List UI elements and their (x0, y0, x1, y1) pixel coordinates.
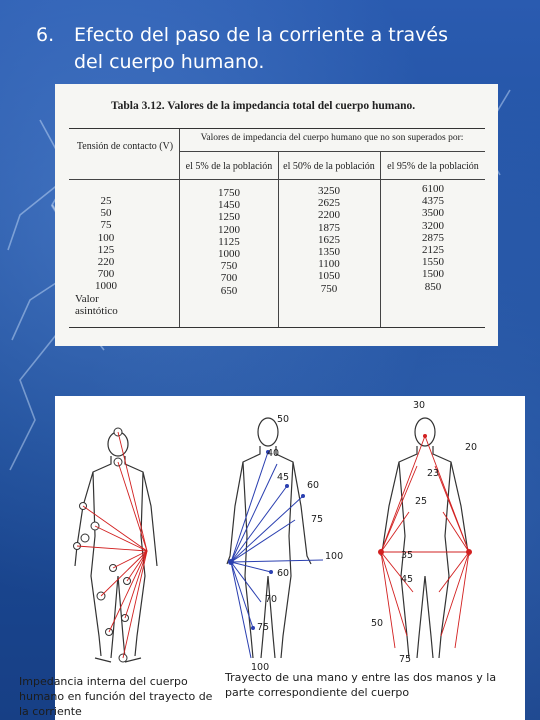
mid-label: 75 (257, 622, 270, 633)
header-voltage: Tensión de contacto (V) (76, 141, 174, 152)
p50-cell: 2625 (318, 197, 340, 210)
mid-label: 60 (307, 480, 320, 491)
voltage-cell: 125 (97, 243, 115, 256)
p95-cell: 3200 (422, 219, 444, 232)
p5-column (199, 187, 259, 297)
p95-cell: 2875 (422, 231, 444, 244)
impedance-table-card (55, 84, 498, 346)
mid-label: 75 (311, 514, 324, 525)
title-line-1: Efecto del paso de la corriente a través (74, 24, 448, 46)
p50-cell: 750 (320, 282, 338, 295)
right-red-paths (381, 436, 469, 648)
voltage-cell: 25 (100, 195, 112, 207)
mid-label: 60 (277, 568, 290, 579)
mid-label: 100 (325, 551, 344, 562)
right-body-figure (381, 418, 469, 658)
subheader-p95: el 95% de la población (387, 161, 479, 172)
right-label: 50 (371, 618, 384, 629)
caption-left: Impedancia interna del cuerpo humano en función del trayecto de la corriente (19, 675, 213, 718)
right-label: 45 (401, 574, 414, 585)
mid-label: 50 (277, 414, 290, 425)
p95-cell: 1550 (422, 256, 444, 269)
voltage-cell: 50 (100, 207, 112, 220)
p50-cell: 2200 (318, 209, 340, 222)
voltage-column (71, 195, 141, 317)
subheader-p5: el 5% de la población (185, 161, 273, 172)
voltage-cell: 100 (97, 231, 115, 244)
p5-cell: 1250 (218, 211, 240, 224)
subheader-p50: el 50% de la población (283, 161, 375, 172)
slide-title (36, 22, 506, 76)
right-label: 23 (427, 468, 440, 479)
p50-cell: 1625 (318, 233, 340, 246)
p50-column (299, 185, 359, 295)
p5-cell: 1125 (218, 235, 240, 248)
p95-cell: 6100 (422, 183, 444, 195)
voltage-cell: 220 (97, 255, 115, 268)
p50-cell: 1100 (318, 258, 340, 271)
right-label: 25 (415, 496, 428, 507)
p95-cell: 850 (424, 280, 442, 293)
p95-cell: 1500 (422, 268, 444, 281)
body-diagrams-card (19, 396, 525, 720)
voltage-cell: 700 (97, 268, 115, 281)
p50-cell: 1050 (318, 270, 340, 283)
left-red-paths (77, 432, 147, 658)
p50-cell: 1875 (318, 221, 340, 234)
right-label: 75 (399, 654, 412, 665)
mid-label: 70 (265, 594, 278, 605)
p50-cell: 1350 (318, 245, 340, 258)
voltage-cell: 1000 (95, 280, 117, 293)
caption-right: Trayecto de una mano y entre las dos manos y la parte correspondiente del cuerpo (225, 671, 497, 699)
right-label: 30 (413, 400, 426, 411)
p50-cell: 3250 (318, 185, 340, 197)
p95-column (403, 183, 463, 293)
p5-cell: 1200 (218, 223, 240, 236)
right-label: 20 (465, 442, 478, 453)
p95-cell: 2125 (422, 243, 444, 256)
p5-cell: 700 (220, 272, 238, 285)
mid-label: 100 (251, 662, 270, 673)
impedance-table (69, 128, 485, 328)
p5-cell: 750 (220, 260, 238, 273)
title-line-2: del cuerpo humano. (74, 51, 265, 73)
right-label: 35 (401, 550, 414, 561)
header-group: Valores de impedancia del cuerpo humano que no son superados por: (200, 133, 464, 143)
mid-label: 45 (277, 472, 290, 483)
slide-number: 6. (36, 24, 55, 46)
p95-cell: 3500 (422, 207, 444, 220)
voltage-cell: 75 (100, 219, 112, 232)
table-caption: Tabla 3.12. Valores de la impedancia total del cuerpo humano. (111, 100, 416, 112)
p5-cell: 1000 (218, 247, 240, 260)
p5-cell: 1750 (218, 187, 240, 199)
p5-cell: 1450 (218, 199, 240, 212)
p5-cell: 650 (220, 284, 238, 297)
p95-cell: 4375 (422, 195, 444, 208)
mid-label: 40 (267, 448, 280, 459)
voltage-cell: Valor asintótico (75, 292, 118, 317)
